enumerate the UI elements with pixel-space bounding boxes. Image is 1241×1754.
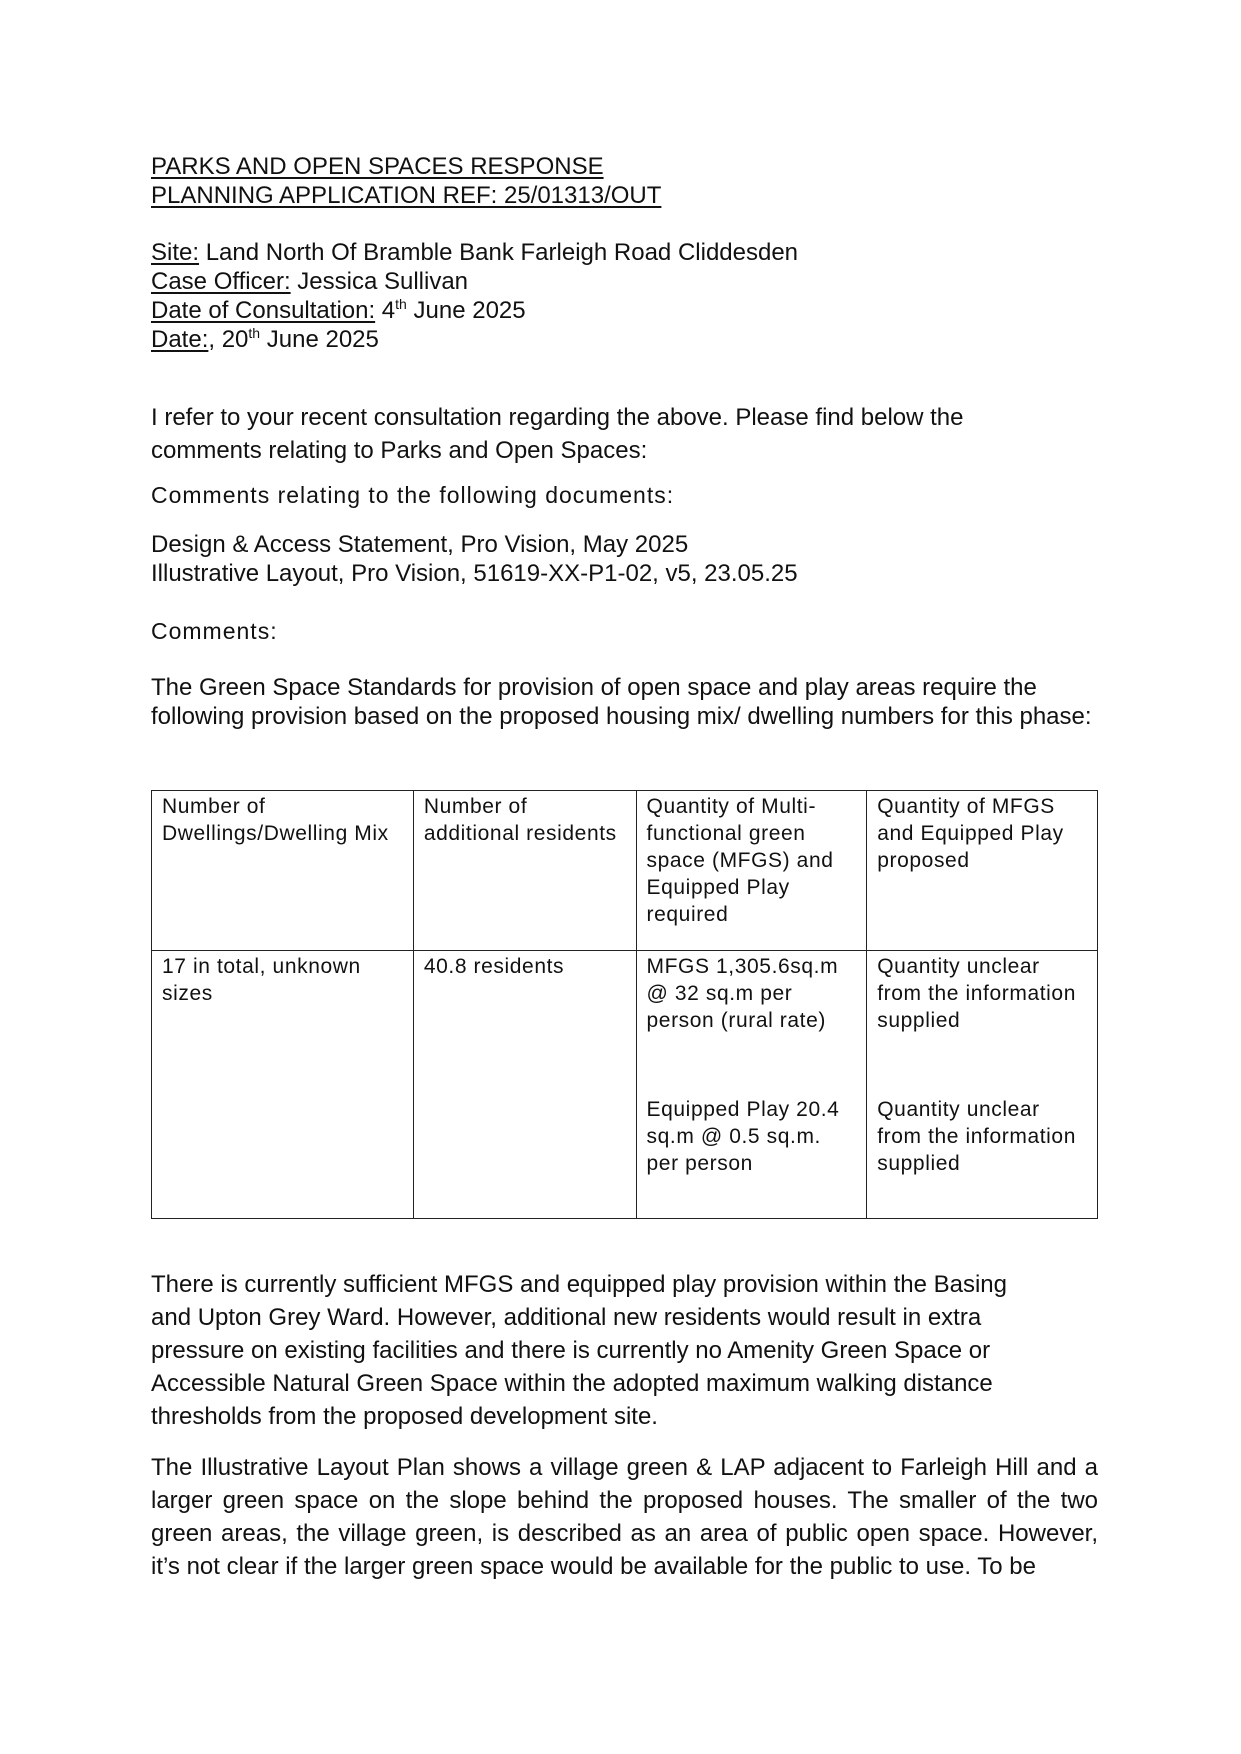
standards-paragraph: The Green Space Standards for provision of open space and play areas require the following provision based on the proposed housing mix/ dwelling numbers for this phase: [151,674,1092,730]
documents-list [151,530,798,588]
date-rest: June 2025 [260,326,379,353]
provision-paragraph: There is currently sufficient MFGS and equipped play provision within the Basing and Upton Grey Ward. However, additional new residents would result in extra pressure on existing facilities and there is currently no Amenity Green Space or Accessible Natural Green Space within the adopted maximum walking distance thresholds from the proposed development site. [151,1271,1007,1430]
document-item: Design & Access Statement, Pro Vision, May 2025 [151,531,689,558]
residents-cell: 40.8 residents [413,951,636,1219]
table-row [152,951,1098,1219]
consult-day: 4 [375,297,396,324]
header-cell: Number of additional residents [413,791,636,951]
consult-label: Date of Consultation: [151,297,376,324]
title-line-1: PARKS AND OPEN SPACES RESPONSE [151,153,604,180]
consult-sup: th [395,296,407,312]
header-cell: Quantity of MFGS and Equipped Play proposed [867,791,1098,951]
comments-heading: Comments: [151,618,278,644]
table-header-row [152,791,1098,951]
document-title [151,152,661,210]
details-block [151,238,798,354]
dwellings-cell: 17 in total, unknown sizes [152,951,414,1219]
documents-heading: Comments relating to the following documents: [151,482,675,508]
proposed-mfgs: Quantity unclear from the information supplied [877,955,1076,1032]
provision-table [151,790,1098,1219]
document-item: Illustrative Layout, Pro Vision, 51619-XX-P1-02, v5, 23.05.25 [151,560,798,587]
officer-line [151,267,798,296]
required-cell [636,951,867,1219]
proposed-play: Quantity unclear from the information supplied [877,1098,1076,1175]
required-mfgs: MFGS 1,305.6sq.m @ 32 sq.m per person (rural rate) [646,955,839,1032]
header-cell: Number of Dwellings/Dwelling Mix [152,791,414,951]
site-line [151,238,798,267]
officer-value: Jessica Sullivan [290,268,469,295]
title-line-2: PLANNING APPLICATION REF: 25/01313/OUT [151,182,662,209]
date-sup: th [248,325,261,341]
date-day: , 20 [208,326,249,353]
consultation-date-line [151,296,798,325]
intro-paragraph: I refer to your recent consultation regarding the above. Please find below the comments relating to Parks and Open Spaces: [151,404,964,464]
date-line [151,325,798,354]
site-label: Site: [151,239,200,266]
site-value: Land North Of Bramble Bank Farleigh Road Cliddesden [199,239,799,266]
layout-paragraph: The Illustrative Layout Plan shows a village green & LAP adjacent to Farleigh Hill and a larger green space on the slope behind the proposed houses. The smaller of the two green areas, the village green, is described as an area of public open space. However, it’s not clear if the larger green space would be available for the public to use. To be [151,1454,1098,1580]
required-play: Equipped Play 20.4 sq.m @ 0.5 sq.m. per person [646,1098,840,1175]
header-cell: Quantity of Multi-functional green space (MFGS) and Equipped Play required [636,791,867,951]
date-label: Date: [151,326,209,353]
consult-rest: June 2025 [406,297,526,324]
proposed-cell [867,951,1098,1219]
officer-label: Case Officer: [151,268,291,295]
